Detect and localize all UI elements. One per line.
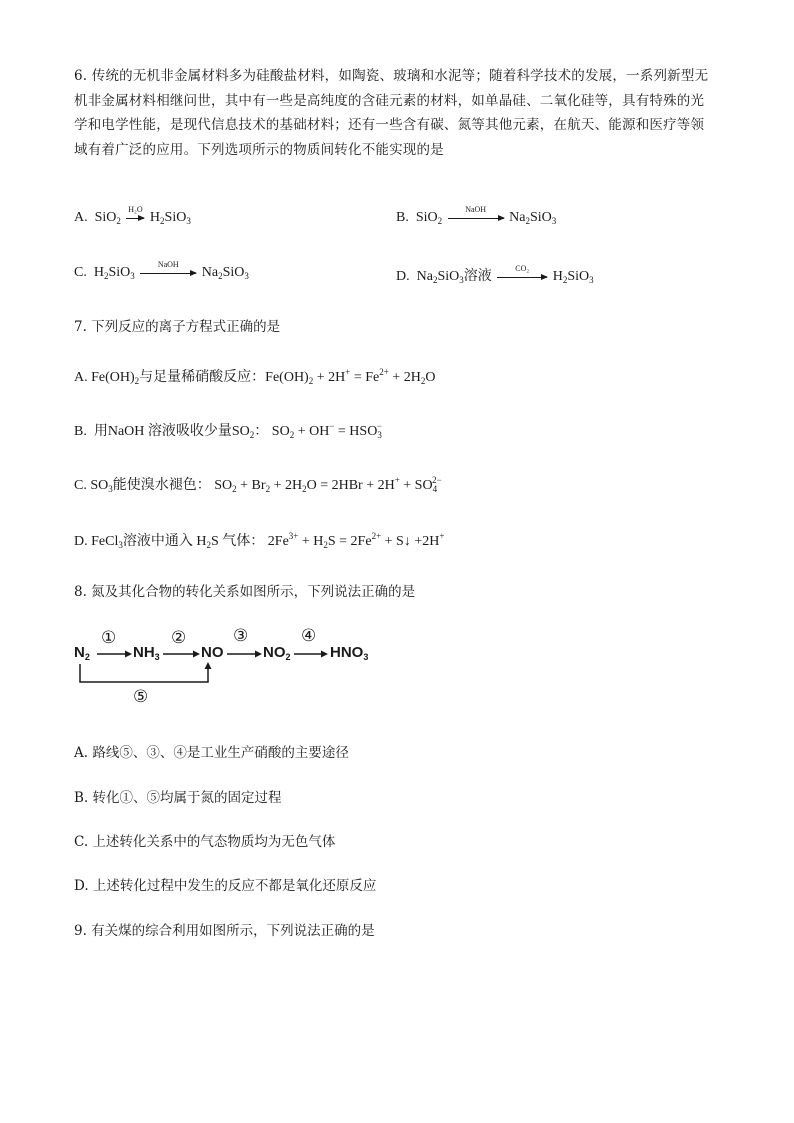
q6-option-b-label: B. xyxy=(396,210,409,225)
nitrogen-conversion-diagram xyxy=(70,626,390,712)
q7-option-a-label: A. xyxy=(74,370,88,385)
step-5-label: ⑤ xyxy=(133,687,149,707)
q6-c-condition: NaOH xyxy=(157,260,179,270)
q6-line-4: 域有着广泛的应用。下列选项所示的物质间转化不能实现的是 xyxy=(74,141,444,158)
step-3-label: ③ xyxy=(233,626,249,646)
q7-option-c: C. $SO_3$能使溴水褪色： $SO_2 + Br_2 + 2H_2O = 2HBr + 2H^+ + SO_4^{2-}$ xyxy=(74,475,442,494)
q7-option-c-label: C. xyxy=(74,478,87,493)
species-no: NO xyxy=(201,644,224,661)
arrow-3-head-icon xyxy=(255,651,262,658)
step-2-label: ② xyxy=(171,628,187,648)
q6-line-1: 6. 传统的无机非金属材料多为硅酸盐材料，如陶瓷、玻璃和水泥等；随着科学技术的发展，一系列新型无 xyxy=(74,68,709,84)
step-4-label: ④ xyxy=(301,626,317,646)
arrow-2-head-icon xyxy=(193,651,200,658)
q8-option-d: D. 上述转化过程中发生的反应不都是氧化还原反应 xyxy=(74,878,377,894)
question-9-stem: 9. 有关煤的综合利用如图所示，下列说法正确的是 xyxy=(74,923,375,939)
q6-option-d-label: D. xyxy=(396,269,410,284)
q6-a-condition: H₂O xyxy=(128,205,143,215)
q6-option-d-text: 溶液 xyxy=(463,269,492,284)
question-7-stem: 7. 下列反应的离子方程式正确的是 xyxy=(74,319,281,335)
reaction-arrow-icon xyxy=(448,205,504,219)
q7-option-c-text: 能使溴水褪色： xyxy=(112,478,211,493)
species-nh3: $NH_3$ xyxy=(133,644,160,662)
q6-option-a-label: A. xyxy=(74,210,88,225)
question-8-stem: 8. 氮及其化合物的转化关系如图所示，下列说法正确的是 xyxy=(74,584,416,600)
q8-option-a: A. 路线⑤、③、④是工业生产硝酸的主要途径 xyxy=(74,745,349,761)
q7-option-d-text1: 溶液中通入 xyxy=(122,534,193,549)
q8-option-c: C. 上述转化关系中的气态物质均为无色气体 xyxy=(74,834,336,850)
diagram-arrows xyxy=(70,626,390,712)
q6-option-d: D. $Na_2SiO_3$溶液 CO₂ $H_2SiO_3$ xyxy=(396,264,594,285)
arrow-4-head-icon xyxy=(321,651,328,658)
species-n2: $N_2$ xyxy=(74,644,90,662)
q6-line-3: 学和电学性能，是现代信息技术的基础材料；还有一些含有碳、氮等其他元素，在航天、能源和医疗等领 xyxy=(74,117,705,133)
reaction-arrow-icon xyxy=(140,260,196,274)
q6-line-2: 机非金属材料相继问世，其中有一些是高纯度的含硅元素的材料，如单晶硅、二氧化硅等，具有特殊的光 xyxy=(74,92,705,109)
q7-option-a: A. $Fe(OH)_2$与足量稀硝酸反应：$Fe(OH)_2 + 2H^+ = Fe^{2+} + 2H_2O$ xyxy=(74,367,436,386)
q7-option-b: B. 用NaOH 溶液吸收少量$SO_2$： $SO_2 + OH^- = HSO_3^-$ xyxy=(74,421,382,440)
q7-option-d: D. FeCl$_3$溶液中通入 $H_2S$ 气体： $2Fe^{3+} + H_2S = 2Fe^{2+}$ + S↓ +2H+ xyxy=(74,531,445,550)
q6-option-c-label: C. xyxy=(74,265,87,280)
q6-b-condition: NaOH xyxy=(465,205,487,215)
reaction-arrow-icon xyxy=(126,205,144,219)
species-hno3: $HNO_3$ xyxy=(330,644,369,662)
q7-option-b-label: B. xyxy=(74,424,87,439)
species-no2: $NO_2$ xyxy=(263,644,291,662)
arrow-5-head-icon xyxy=(205,662,212,669)
q6-d-condition: CO₂ xyxy=(515,264,530,274)
q6-option-a: A. SiO$_2$ H₂O $H_2SiO_3$ xyxy=(74,205,191,226)
q6-option-c: C. $H_2SiO_3$ NaOH $Na_2SiO_3$ xyxy=(74,260,249,281)
q7-option-d-text2: 气体： xyxy=(222,534,265,549)
step-1-label: ① xyxy=(101,628,117,648)
q7-option-d-label: D. xyxy=(74,534,88,549)
arrow-1-head-icon xyxy=(125,651,132,658)
q8-option-b: B. 转化①、⑤均属于氮的固定过程 xyxy=(74,790,282,806)
q7-option-a-text: 与足量稀硝酸反应： xyxy=(139,370,266,385)
arrow-5-icon xyxy=(80,664,208,682)
reaction-arrow-icon xyxy=(497,264,547,278)
question-6-stem xyxy=(74,64,724,162)
q7-option-b-text: 用NaOH 溶液吸收少量 xyxy=(93,424,232,439)
q6-option-b: B. SiO$_2$ NaOH $Na_2SiO_3$ xyxy=(396,205,557,226)
